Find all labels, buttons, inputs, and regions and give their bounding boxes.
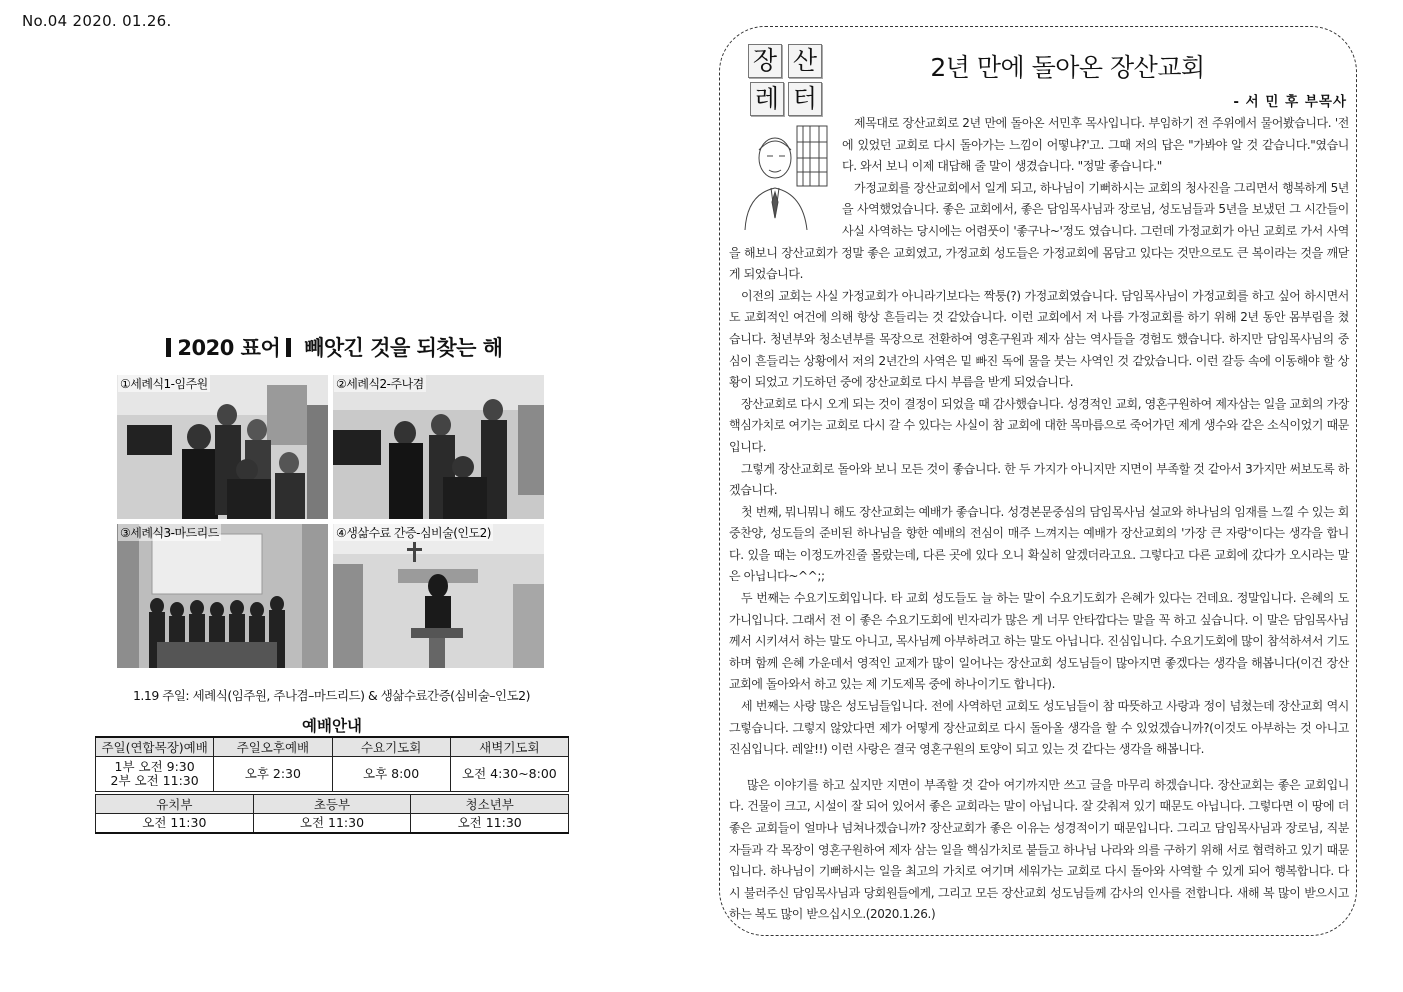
photo-caption: 1.19 주일: 세례식(임주원, 주나겸–마드리드) & 생삶수료간증(심비술–인도2) [132,688,531,703]
photo-label: ③세례식3-마드리드 [120,526,219,540]
cell-kindergarten: 오전 11:30 [96,814,254,834]
logo-char: 장 [748,44,782,78]
header-sunday: 주일(연합목장)예배 [96,737,214,757]
motto-heading [95,332,568,362]
issue-number: No.04 2020. 01.26. [22,12,172,30]
header-wednesday: 수요기도회 [332,737,450,757]
paragraph-gap [729,761,1349,775]
baptism-photo-2 [333,375,544,519]
bar-mark [286,338,291,357]
paragraph: 첫 번째, 뭐니뭐니 해도 장산교회는 예배가 좋습니다. 성경본문중심의 담임목사님 설교와 하나님의 임재를 느낄 수 있는 회중찬양, 성도들의 준비된 하나님을 향한 예배의 전심이 매주 느껴지는 예배가 장산교회의 '가장 큰 자랑'이다는 생각을 합니다. 있을 때는 이정도까진줄 몰랐는데, 다른 곳에 있다 오니 확실히 알겠더라고요. 그렇다고 다른 교회에 갔다가 오시라는 말은 아닙니다~^^;; [729,504,1349,584]
cell-youth: 오전 11:30 [411,814,569,834]
worship-title: 예배안내 [302,717,362,735]
jangsan-letter-logo [748,44,828,118]
worship-schedule-table [95,736,569,792]
baptism-photo-3 [117,524,328,668]
logo-char: 산 [788,44,822,78]
header-kindergarten: 유치부 [96,795,254,814]
photo-label: ④생삶수료 간증-심비술(인도2) [336,526,491,540]
paragraph: 가정교회를 장산교회에서 일게 되고, 하나님이 기뻐하시는 교회의 청사진을 그리면서 행복하게 5년을 사역했었습니다. 좋은 교회에서, 좋은 담임목사님과 장로님, 성도님들과 5년을 보냈던 그 시간들이 사실 사역하는 당시에는 어렴풋이 '좋구나~'정도 였습니다. 그런데 가정교회가 아닌 교회로 가서 사역을 해보니 장산교회가 정말 좋은 교회였고, 가정교회 성도들은 가정교회에 몸담고 있다는 것만으로도 큰 복이라는 것을 깨닫게 되었습니다. [729,180,1349,282]
photo-grid [117,375,545,668]
education-schedule-table [95,794,569,834]
cell-elementary: 오전 11:30 [253,814,411,834]
letter-byline: - 서 민 후 부목사 [1233,94,1347,110]
paragraph: 이전의 교회는 사실 가정교회가 아니라기보다는 짝퉁(?) 가정교회였습니다. 담임목사님이 가정교회를 하고 싶어 하시면서도 교회적인 여건에 의해 항상 흔들리는 것 같았습니다. 이런 교회에서 저 나름 가정교회를 하기 위해 2년 동안 몸부림을 쳤습니다. 청년부와 청소년부를 목장으로 전환하여 영혼구원과 제자 삼는 역사들을 경험도 했습니다. 하지만 담임목사님의 중심이 흔들리는 상황에서 저의 2년간의 사역은 밑 빠진 독에 물을 붓는 사역인 것 같았습니다. 이런 갈등 속에 이동해야 할 상황이 되었고 기도하던 중에 장산교회로 다시 부름을 받게 되었습니다. [729,288,1349,390]
testimony-photo [333,524,544,668]
bar-mark [166,338,171,357]
photo-label: ②세례식2-주나겸 [336,377,424,391]
cell-dawn: 오전 4:30~8:00 [450,757,568,792]
motto-label: 2020 표어 [177,336,281,360]
photo-label: ①세례식1-임주원 [120,377,208,391]
paragraph: 그렇게 장산교회로 돌아와 보니 모든 것이 좋습니다. 한 두 가지가 아니지만 지면이 부족할 것 같아서 3가지만 써보도록 하겠습니다. [729,461,1349,498]
photo-image [117,375,328,519]
closing-paragraph: 많은 이야기를 하고 싶지만 지면이 부족할 것 같아 여기까지만 쓰고 글을 마무리 하겠습니다. 장산교회는 좋은 교회입니다. 건물이 크고, 시설이 잘 되어 있어서 좋은 교회라는 말이 아닙니다. 잘 갖춰져 있기 때문도 아닙니다. 그렇다면 이 땅에 더 좋은 교회들이 얼마나 넘쳐나겠습니까? 장산교회가 좋은 이유는 성경적이기 때문입니다. 그리고 담임목사님과 장로님, 직분자들과 각 목장이 영혼구원하여 제자 삼는 일을 핵심가치로 붙들고 하나님 나라와 의를 구하기 위해 서로 협력하고 있기 때문입니다. 하나님이 기뻐하시는 일을 최고의 가치로 여기며 세워가는 교회로 다시 돌아와 사역할 수 있게 되어 행복합니다. 다시 불러주신 담임목사님과 당회원들에게, 그리고 모든 장산교회 성도님들께 감사의 인사를 전합니다. 새해 복 많이 받으시고 하는 복도 많이 받으십시오.(2020.1.26.) [729,777,1349,922]
photo-image [117,524,328,668]
paragraph: 두 번째는 수요기도회입니다. 타 교회 성도들도 늘 하는 말이 수요기도회가 은혜가 있다는 건데요. 정말입니다. 은혜의 도가니입니다. 그래서 전 이 좋은 수요기도회에 빈자리가 많은 게 너무 안타깝다는 말을 꼭 하고 싶습니다. 이 말은 담임목사님께서 시키셔서 하는 말도 아니고, 목사님께 아부하려고 하는 말도 아닙니다. 진심입니다. 수요기도회에 많이 참석하셔서 기도하며 함께 은혜 가운데서 영적인 교제가 많이 일어나는 장산교회 성도님들이 많아지면 좋겠다는 생각을 해봅니다(이건 장산교회에 돌아와서 하고 있는 제 기도제목 중에 하나이기도 합니다). [729,591,1349,692]
cell-wednesday: 오후 8:00 [332,757,450,792]
cell-sunday-pm: 오후 2:30 [214,757,332,792]
paragraph: 장산교회로 다시 오게 되는 것이 결정이 되었을 때 감사했습니다. 성경적인 교회, 영혼구원하여 제자삼는 일을 교회의 가장 핵심가치로 여기는 교회로 다시 갈 수 있다는 사실이 참 교회에 대한 목마름으로 죽어가던 제게 생수와 같은 소식이었기 때문입니다. [729,396,1349,454]
baptism-photo-1 [117,375,328,519]
paragraph: 세 번째는 사랑 많은 성도님들입니다. 전에 사역하던 교회도 성도님들이 참 따뜻하고 사랑과 정이 넘쳤는데 장산교회 역시 그렇습니다. 그렇지 않았다면 제가 어떻게 장산교회로 다시 돌아올 생각을 할 수 있었겠습니까?(이것도 아부하는 것 아니고 진심입니다. 레알!!) 이런 사랑은 결국 영혼구원의 토양이 되고 있는 것 같다는 생각을 해봅니다. [729,699,1349,757]
cell-sunday: 1부 오전 9:30 2부 오전 11:30 [96,757,214,792]
logo-char: 레 [750,82,784,116]
header-youth: 청소년부 [411,795,569,814]
header-dawn: 새벽기도회 [450,737,568,757]
letter-body [729,113,1349,926]
motto-text: 빼앗긴 것을 되찾는 해 [304,336,503,360]
header-sunday-pm: 주일오후예배 [214,737,332,757]
paragraph: 제목대로 장산교회로 2년 만에 돌아온 서민후 목사입니다. 부임하기 전 주위에서 물어봤습니다. '전에 있었던 교회로 다시 돌아가는 느낌이 어떻냐?'고. 그때 저의 답은 "가봐야 알 것 같습니다."였습니다. 와서 보니 이제 대답해 줄 말이 생겼습니다. "정말 좋습니다." [842,116,1349,174]
logo-char: 터 [788,82,822,116]
worship-guide [95,716,569,834]
photo-image [333,524,544,668]
portrait-spacer [729,113,842,233]
letter-title: 2년 만에 돌아온 장산교회 [930,53,1205,82]
header-elementary: 초등부 [253,795,411,814]
photo-image [333,375,544,519]
